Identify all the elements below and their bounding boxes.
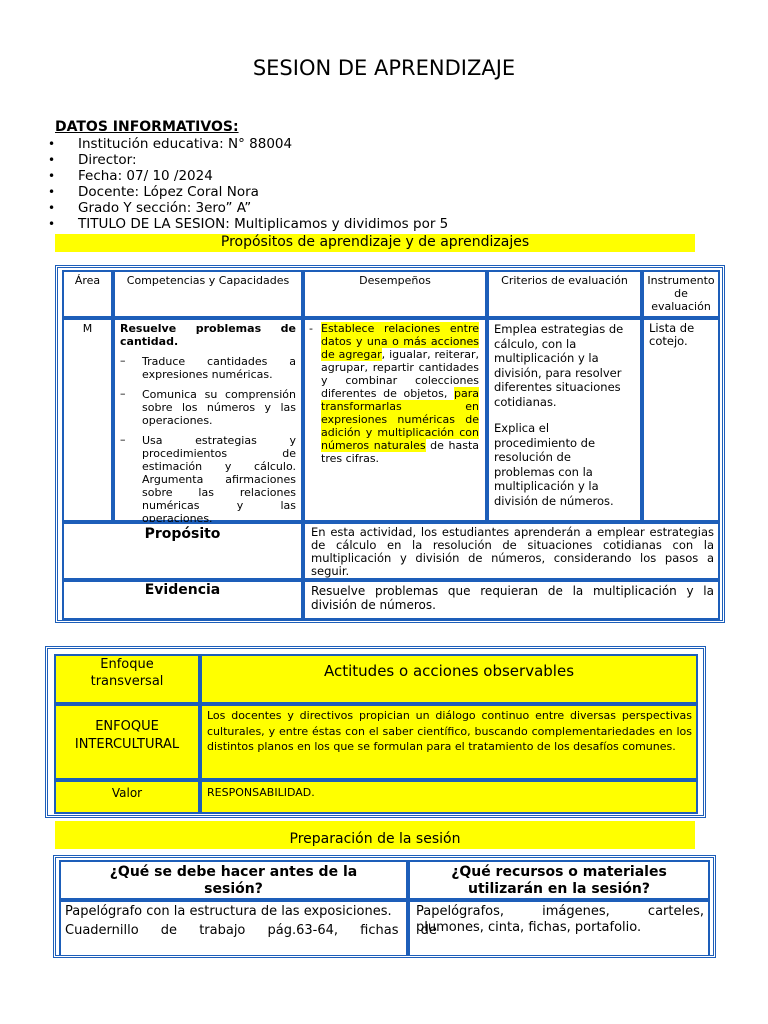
instrumento-cell: Lista de cotejo. xyxy=(642,318,720,522)
competencia-title: Resuelve problemas de cantidad. xyxy=(120,322,296,348)
propositos-bar: Propósitos de aprendizaje y de aprendizajes xyxy=(55,234,695,252)
actitudes-header: Actitudes o acciones observables xyxy=(200,654,698,704)
page-title: SESION DE APRENDIZAJE xyxy=(252,56,516,80)
competencias-cell xyxy=(113,318,303,525)
header-instrumento: Instrumento de evaluación xyxy=(642,270,720,318)
enfoque-table xyxy=(45,646,706,818)
antes-cell xyxy=(59,900,437,958)
capacidad-item: – Comunica su comprensión sobre los números y las operaciones. xyxy=(120,388,296,427)
desempeno-plain-1: , igualar, reiterar, agrupar, repartir cantidades y combinar colecciones diferentes de objetos, xyxy=(321,348,479,400)
header-criterios: Criterios de evaluación xyxy=(487,270,642,318)
desempeno-highlight-2: para transformarlas en expresiones numéricas de adición y multiplicación con números naturales xyxy=(321,387,479,452)
enfoque-name: ENFOQUE INTERCULTURAL xyxy=(54,704,200,780)
recursos-header: ¿Qué recursos o materiales utilizarán en la sesión? xyxy=(408,860,710,900)
evidencia-text: Resuelve problemas que requieran de la multiplicación y la división de números. xyxy=(303,580,720,620)
capacidades-list xyxy=(120,355,296,525)
antes-header: ¿Qué se debe hacer antes de la sesión? xyxy=(59,860,408,900)
header-area: Área xyxy=(62,270,113,318)
desempeno-dash: - xyxy=(309,322,313,335)
enfoque-header: Enfoque transversal xyxy=(54,654,200,704)
valor-text: RESPONSABILIDAD. xyxy=(200,780,698,814)
proposito-label-cell xyxy=(62,522,303,580)
datos-item-institucion: • Institución educativa: N° 88004 xyxy=(48,136,448,152)
header-desempenos: Desempeños xyxy=(303,270,487,318)
evidencia-label-cell xyxy=(62,580,303,620)
criterio-item: Emplea estrategias de cálculo, con la multiplicación y la división, para resolver diferentes situaciones cotidianas. xyxy=(494,322,624,409)
antes-line: Cuadernillo de trabajo pág.63-64, fichas de xyxy=(65,923,437,938)
datos-list xyxy=(48,136,448,232)
datos-item-grado: • Grado Y sección: 3ero” A” xyxy=(48,200,448,216)
datos-item-fecha: • Fecha: 07/ 10 /2024 xyxy=(48,168,448,184)
header-competencias: Competencias y Capacidades xyxy=(113,270,303,318)
valor-label: Valor xyxy=(54,780,200,814)
preparacion-table xyxy=(53,855,716,958)
proposito-text: En esta actividad, los estudiantes aprenderán a emplear estrategias de cálculo en la resolución de situaciones cotidianas con la multiplicación y división de números, considerando los pasos a seguir. xyxy=(303,522,720,580)
datos-item-director: • Director: xyxy=(48,152,448,168)
datos-item-docente: • Docente: López Coral Nora xyxy=(48,184,448,200)
capacidad-item: – Traduce cantidades a expresiones numéricas. xyxy=(120,355,296,381)
evidencia-label: Evidencia xyxy=(144,582,221,598)
capacidad-item: – Usa estrategias y procedimientos de estimación y cálculo. Argumenta afirmaciones sobre las relaciones numéricas y las operaciones. xyxy=(120,434,296,525)
preparacion-bar: Preparación de la sesión xyxy=(55,821,695,849)
desempeno-text xyxy=(309,322,479,465)
datos-heading: DATOS INFORMATIVOS: xyxy=(55,119,239,135)
enfoque-text: Los docentes y directivos propician un diálogo continuo entre diversas perspectivas culturales, y entre éstas con el saber científico, buscando complementariedades en los distintos planos en los que se formulan para el tratamiento de los desafíos comunes. xyxy=(200,704,698,780)
proposito-label: Propósito xyxy=(144,526,221,542)
recursos-text: Papelógrafos, imágenes, carteles, plumones, cinta, fichas, portafolio. xyxy=(408,900,710,958)
desempenos-cell xyxy=(303,318,487,522)
datos-item-titulo: • TITULO DE LA SESION: Multiplicamos y dividimos por 5 xyxy=(48,216,448,232)
antes-line: Papelógrafo con la estructura de las exposiciones. xyxy=(65,904,392,919)
area-cell: M xyxy=(62,318,113,522)
desempeno-highlight-1: Establece relaciones entre datos y una o más acciones de agregar xyxy=(321,322,479,361)
desempeno-plain-2: de hasta tres cifras. xyxy=(321,439,479,465)
criterio-item: Explica el procedimiento de resolución de problemas con la multiplicación y la división de números. xyxy=(494,421,614,508)
propositos-table xyxy=(55,265,725,623)
criterios-cell xyxy=(487,318,642,522)
